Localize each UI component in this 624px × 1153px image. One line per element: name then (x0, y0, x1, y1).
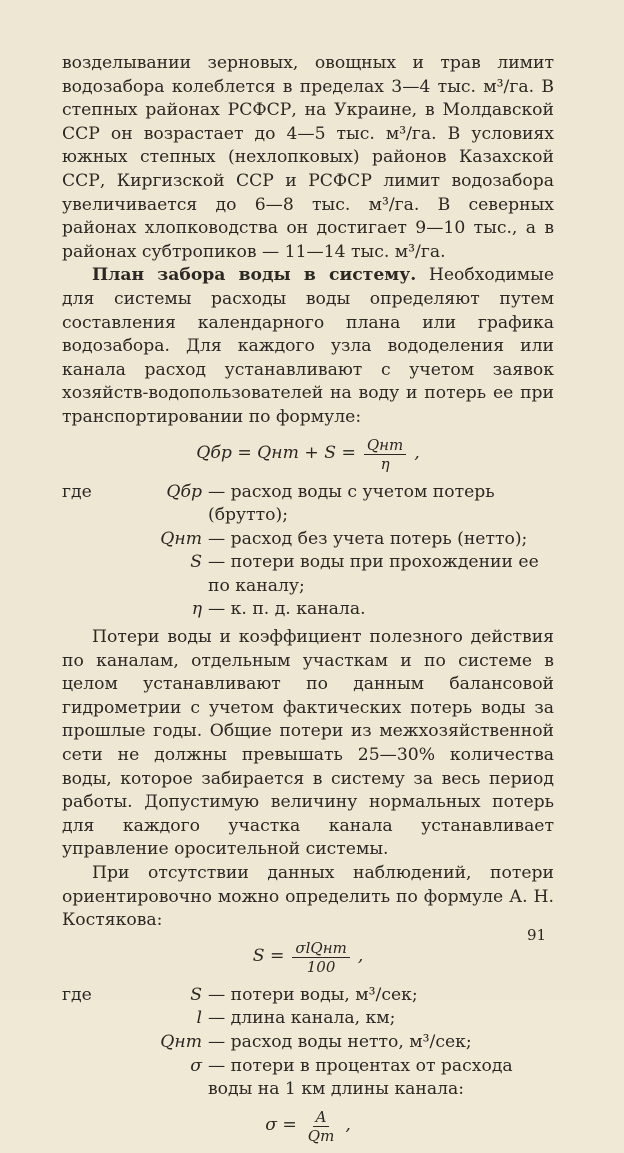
paragraph-2-text: Необходимые для системы расходы воды определяют путем составления календарного плана или графика водозабора. Для каждого узла вододеления или канала расход устанавливают с учетом заявок хозяйств-водопользователей на воду и потерь ее при транспортировании по формуле: (62, 265, 554, 427)
definition-text: — расход воды с учетом потерь (брутто); (208, 481, 495, 526)
definition-row (62, 1055, 554, 1102)
definition-symbol: σ (190, 1055, 202, 1076)
formula-2-tail: , (357, 946, 364, 967)
definition-symbol: S (190, 552, 202, 573)
formula-3-fraction (305, 1108, 338, 1145)
formula-2-denominator: 100 (306, 957, 336, 976)
paragraph-2 (62, 264, 554, 429)
definition-symbol: Qбр (166, 481, 202, 502)
page-number: 91 (527, 926, 547, 944)
where-label: где (62, 481, 92, 502)
formula-water-intake (62, 436, 554, 473)
formula-1-denominator: η (380, 454, 390, 473)
formula-3-numerator: A (313, 1108, 330, 1127)
formula-2-fraction (292, 939, 349, 976)
section-heading: План забора воды в систему. (92, 265, 417, 286)
definitions-2 (62, 984, 554, 1102)
definition-symbol: Qнт (160, 528, 202, 549)
paragraph-1: возделывании зерновых, овощных и трав лимит водозабора колеблется в пределах 3—4 тыс. м³/га. В степных районах РСФСР, на Украине, в Молдавской ССР он возрастает до 4—5 тыс. м³/га. В условиях южных степных (нехлопковых) районов Казахской ССР, Киргизской ССР и РСФСР лимит водозабора увеличивается до 6—8 тыс. м³/га. В северных районах хлопководства он достигает 9—10 тыс., а в районах субтропиков — 11—14 тыс. м³/га. (62, 53, 554, 262)
formula-1-tail: , (414, 443, 420, 464)
definition-text: — потери в процентах от расхода воды на 1 км длины канала: (208, 1055, 513, 1100)
definition-row (62, 481, 554, 528)
paragraph-4: При отсутствии данных наблюдений, потери ориентировочно можно определить по формуле А. Н. Костякова: (62, 863, 554, 931)
definition-row (62, 598, 554, 622)
definition-symbol: S (190, 984, 202, 1005)
definition-text: — потери воды при прохождении ее по каналу; (208, 552, 539, 596)
definition-row (62, 1007, 554, 1031)
page-body (62, 52, 554, 1153)
formula-kostyakov (62, 939, 554, 976)
formula-1-numerator: Qнт (364, 436, 406, 455)
formula-1-fraction (364, 436, 406, 473)
formula-1-lhs: Qбр = Qнт + S = (196, 443, 356, 464)
formula-2-lhs: S = (252, 946, 285, 967)
definition-symbol: l (196, 1008, 202, 1029)
definition-row (62, 1031, 554, 1055)
formula-3-denominator: Qm (307, 1126, 335, 1145)
definition-text: — расход воды нетто, м³/сек; (208, 1031, 472, 1052)
formula-sigma (62, 1108, 554, 1145)
paragraph-3: Потери воды и коэффициент полезного действия по каналам, отдельным участкам и по системе в целом устанавливают по данным балансовой гидрометрии с учетом фактических потерь воды за прошлые годы. Общие потери из межхозяйственной сети не должны превышать 25—30% количества воды, которое забирается в систему за весь период работы. Допустимую величину нормальных потерь для каждого участка канала устанавливает управление оросительной системы. (62, 627, 554, 860)
definition-row (62, 528, 554, 552)
definition-text: — к. п. д. канала. (208, 599, 366, 620)
definition-row (62, 551, 554, 598)
formula-3-tail: , (345, 1115, 351, 1136)
where-label: где (62, 984, 92, 1005)
formula-3-lhs: σ = (265, 1115, 297, 1136)
definitions-1 (62, 481, 554, 623)
definition-text: — длина канала, км; (208, 1008, 396, 1029)
definition-text: — потери воды, м³/сек; (208, 984, 418, 1005)
definition-symbol: Qнт (160, 1031, 202, 1052)
definition-row (62, 984, 554, 1008)
formula-2-numerator: σlQнт (292, 939, 349, 958)
definition-text: — расход без учета потерь (нетто); (208, 528, 528, 549)
definition-symbol: η (191, 599, 202, 620)
